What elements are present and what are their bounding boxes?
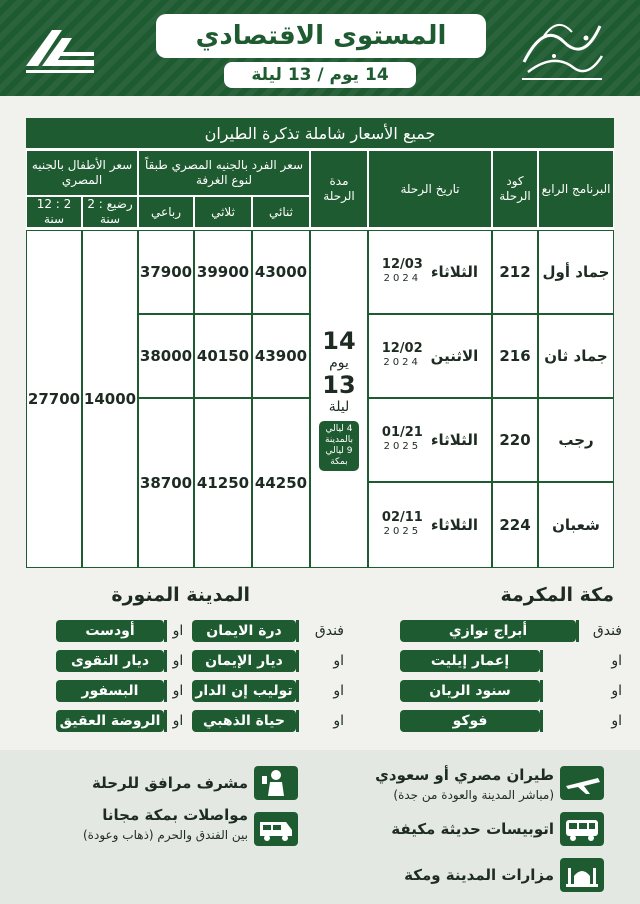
row2-day: الاثنين xyxy=(430,347,479,365)
makkah-or-3: او xyxy=(611,713,622,729)
makkah-or-2: او xyxy=(611,683,622,699)
duration-days-label: يوم xyxy=(329,355,349,371)
flight-title: طيران مصري أو سعودي xyxy=(375,766,554,784)
child-price: 27700 xyxy=(26,230,82,568)
row3-triple: 41250 xyxy=(194,398,252,568)
madinah-hotel-b4: الروضة العقيق xyxy=(56,710,164,732)
madinah-or-a1: او xyxy=(172,623,184,639)
madinah-or-row3: او xyxy=(333,683,344,699)
transport-title: مواصلات بمكة مجانا xyxy=(102,806,248,824)
makkah-hotel-1: أبراج نوازي xyxy=(400,620,576,642)
row3-day: الثلاثاء xyxy=(430,431,479,449)
header-adult-group: سعر الفرد بالجنيه المصري طبقاً لنوع الغرفة xyxy=(138,150,310,196)
row2-program: جماد ثان xyxy=(538,314,614,398)
header-code: كود الرحلة xyxy=(492,150,538,228)
row3-quad: 38700 xyxy=(138,398,194,568)
madinah-or-row2: او xyxy=(333,653,344,669)
guide-title: مشرف مرافق للرحلة xyxy=(92,774,248,792)
madinah-hotel-b1: أودست xyxy=(56,620,164,642)
makkah-or-1: او xyxy=(611,653,622,669)
header-child-group: سعر الأطفال بالجنيه المصري xyxy=(26,150,138,196)
page-title: المستوى الاقتصادي xyxy=(156,14,486,58)
header-quad: رباعي xyxy=(138,196,194,228)
features-section xyxy=(0,750,640,904)
bus-title: اتوبيسات حديثة مكيفة xyxy=(391,820,554,838)
madinah-hotel-label: فندق xyxy=(314,623,344,639)
duration-nights-label: ليلة xyxy=(328,399,350,415)
row1-day: الثلاثاء xyxy=(430,263,479,281)
makkah-title: مكة المكرمة xyxy=(500,584,614,606)
row2-double: 43900 xyxy=(252,314,310,398)
madinah-or-row4: او xyxy=(333,713,344,729)
row1-year: 2024 xyxy=(383,273,422,284)
infant-price: 14000 xyxy=(82,230,138,568)
row3-date xyxy=(368,398,492,482)
row2-code: 216 xyxy=(492,314,538,398)
header-triple: ثلاثي xyxy=(194,196,252,228)
duration-days: 14 xyxy=(322,327,356,355)
header-duration: مدة الرحلة xyxy=(310,150,368,228)
row4-day: الثلاثاء xyxy=(430,516,479,534)
emblem-logo-icon xyxy=(514,12,610,84)
madinah-hotel-a4: حياة الذهبي xyxy=(192,710,296,732)
row3-code: 220 xyxy=(492,398,538,482)
row2-date xyxy=(368,314,492,398)
bus-icon xyxy=(560,812,604,846)
header-child: 2 : 12 سنة xyxy=(26,196,82,228)
row3-program: رجب xyxy=(538,398,614,482)
transport-subtitle: بين الفندق والحرم (ذهاب وعودة) xyxy=(83,828,248,842)
row1-date-value: 12/03 xyxy=(381,257,423,272)
row3-double: 44250 xyxy=(252,398,310,568)
madinah-or-a3: او xyxy=(172,683,184,699)
madinah-title: المدينة المنورة xyxy=(111,584,250,606)
madinah-hotel-b3: البسفور xyxy=(56,680,164,702)
visits-title: مزارات المدينة ومكة xyxy=(404,866,554,884)
header-program: البرنامج الرابع xyxy=(538,150,614,228)
madinah-or-a4: او xyxy=(172,713,184,729)
row4-program: شعبان xyxy=(538,482,614,568)
makkah-hotel-3: سنود الريان xyxy=(400,680,540,702)
row4-date xyxy=(368,482,492,568)
row2-quad: 38000 xyxy=(138,314,194,398)
header-infant: رضيع : 2 سنة xyxy=(82,196,138,228)
price-table xyxy=(26,118,614,568)
row1-triple: 39900 xyxy=(194,230,252,314)
van-icon xyxy=(254,812,298,846)
madinah-hotel-a3: توليب إن الدار xyxy=(192,680,296,702)
duration-note: 4 ليالي بالمدينة 9 ليالي بمكة xyxy=(319,421,359,471)
madinah-hotel-a1: درة الايمان xyxy=(192,620,296,642)
row3-year: 2025 xyxy=(383,441,422,452)
flight-subtitle: (مباشر المدينة والعودة من جدة) xyxy=(393,788,554,802)
guide-icon xyxy=(254,766,298,800)
row1-quad: 37900 xyxy=(138,230,194,314)
row1-program: جماد أول xyxy=(538,230,614,314)
madinah-hotel-a2: ديار الإيمان xyxy=(192,650,296,672)
row1-code: 212 xyxy=(492,230,538,314)
airplane-icon xyxy=(560,766,604,800)
header-banner xyxy=(0,0,640,96)
header-date: تاريخ الرحلة xyxy=(368,150,492,228)
header-double: ثنائي xyxy=(252,196,310,228)
row1-double: 43000 xyxy=(252,230,310,314)
row4-code: 224 xyxy=(492,482,538,568)
makkah-hotel-4: فوكو xyxy=(400,710,540,732)
mosque-icon xyxy=(560,858,604,892)
duration-nights: 13 xyxy=(322,371,356,399)
trip-duration-subtitle: 14 يوم / 13 ليلة xyxy=(224,62,416,88)
row2-triple: 40150 xyxy=(194,314,252,398)
row3-date-value: 01/21 xyxy=(381,425,423,440)
table-banner: جميع الأسعار شاملة تذكرة الطيران xyxy=(26,118,614,148)
row2-year: 2024 xyxy=(383,357,421,368)
row2-date-value: 12/02 xyxy=(381,341,423,356)
row4-year: 2025 xyxy=(383,526,422,537)
row4-date-value: 02/11 xyxy=(381,510,423,525)
madinah-hotel-b2: ديار التقوى xyxy=(56,650,164,672)
duration-cell xyxy=(310,230,368,568)
makkah-hotel-2: إعمار إيليت xyxy=(400,650,540,672)
makkah-hotel-label: فندق xyxy=(592,623,622,639)
row1-date xyxy=(368,230,492,314)
madinah-or-a2: او xyxy=(172,653,184,669)
company-logo-icon xyxy=(22,22,98,76)
